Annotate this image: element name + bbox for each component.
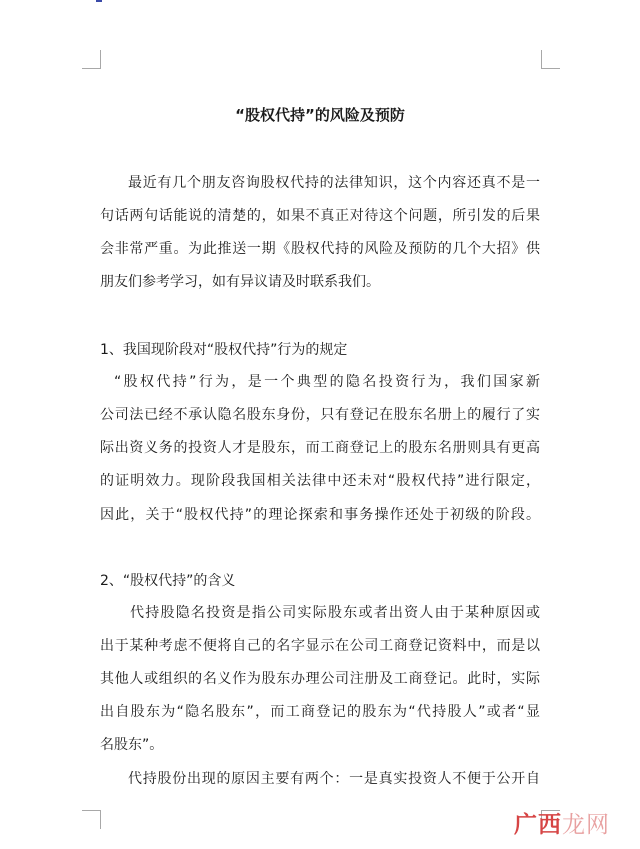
section-1-line: 的证明效力。现阶段我国相关法律中还未对“股权代持”进行限定， [100, 473, 540, 489]
section-1-line: 际出资义务的投资人才是股东，而工商登记上的股东名册则具有更高 [100, 440, 540, 456]
watermark-red-text: 广西 [514, 812, 562, 838]
section-2-paragraph-2-line: 代持股份出现的原因主要有两个：一是真实投资人不便于公开自 [128, 771, 540, 787]
intro-line: 朋友们参考学习，如有异议请及时联系我们。 [100, 274, 380, 290]
watermark-text: 龙网 [562, 812, 610, 838]
section-1-line: 因此，关于“股权代持”的理论探索和事务操作还处于初级的阶段。 [100, 507, 540, 523]
site-watermark [514, 806, 610, 839]
section-2-line: 代持股隐名投资是指公司实际股东或者出资人由于某种原因或 [130, 605, 540, 621]
document-title: “股权代持”的风险及预防 [235, 106, 405, 124]
section-2-line: 其他人或组织的名义作为股东办理公司注册及工商登记。此时，实际 [100, 671, 540, 687]
section-2-line: 出于某种考虑不便将自己的名字显示在公司工商登记资料中，而是以 [100, 638, 540, 654]
section-1-line: 公司法已经不承认隐名股东身份，只有登记在股东名册上的履行了实 [100, 407, 540, 423]
section-2-line: 出自股东为“隐名股东”，而工商登记的股东为“代持股人”或者“显 [100, 704, 540, 720]
intro-line: 会非常严重。为此推送一期《股权代持的风险及预防的几个大招》供 [100, 241, 540, 257]
intro-line: 最近有几个朋友咨询股权代持的法律知识，这个内容还真不是一 [128, 175, 540, 191]
section-1-heading: 1、我国现阶段对“股权代持”行为的规定 [100, 342, 348, 358]
crop-mark-bottom-left [82, 810, 101, 829]
section-2-heading: 2、“股权代持”的含义 [100, 573, 236, 589]
top-edge-mark [96, 0, 102, 2]
crop-mark-top-right [541, 50, 560, 69]
section-1-line: “股权代持”行为，是一个典型的隐名投资行为，我们国家新 [114, 374, 540, 390]
crop-mark-top-left [82, 50, 101, 69]
section-2-line: 名股东”。 [100, 737, 164, 753]
intro-line: 句话两句话能说的清楚的，如果不真正对待这个问题，所引发的后果 [100, 208, 540, 224]
